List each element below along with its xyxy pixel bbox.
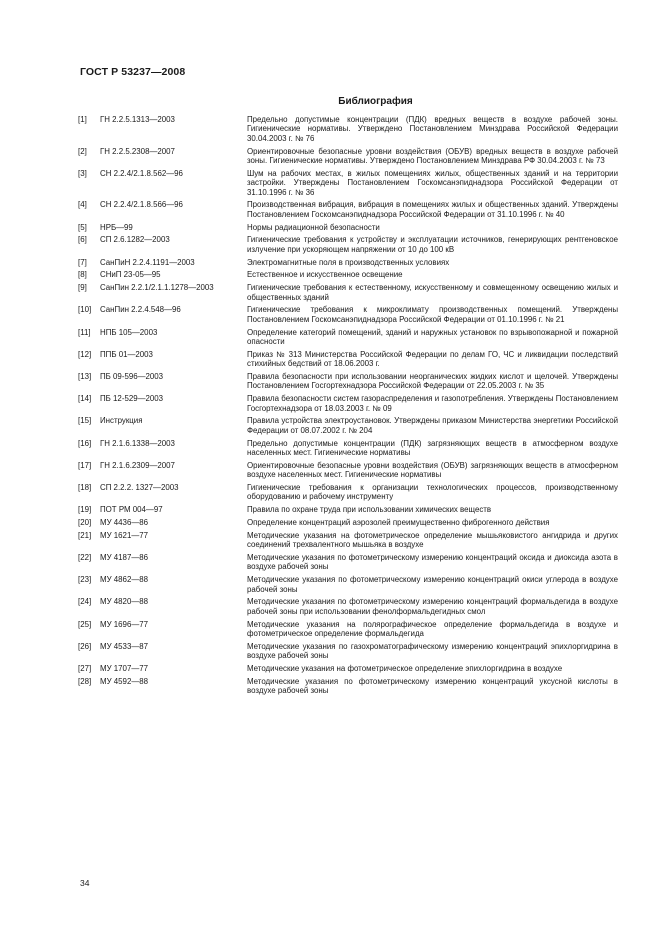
entry-code: ГН 2.2.5.1313—2003 (100, 115, 175, 124)
entry-number: [23] (78, 575, 92, 585)
entry-description: Методические указания по фотометрическому измерению концентраций формальдегида в воздухе рабочей зоны при использовании фенолформальдегидных смол (247, 597, 618, 616)
entry-code: ГН 2.2.5.2308—2007 (100, 146, 175, 156)
entry-number: [4] (78, 200, 87, 210)
bibliography-entry (78, 531, 618, 550)
bibliography-entry (78, 283, 618, 302)
section-title: Библиография (338, 96, 413, 107)
entry-description: Методические указания по фотометрическому измерению концентраций оксида и диоксида азота в воздухе рабочей зоны (247, 553, 618, 572)
bibliography-entry (78, 270, 618, 279)
entry-number: [5] (78, 222, 87, 232)
entry-number: [11] (78, 327, 91, 337)
bibliography-entry (78, 642, 618, 661)
bibliography-entry (78, 147, 618, 166)
bibliography-entry (78, 305, 618, 324)
entry-description: Методические указания на фотометрическое определение эпихлоргидрина в воздухе (247, 664, 563, 674)
entry-code: НРБ—99 (100, 222, 133, 232)
entry-number: [28] (78, 676, 92, 686)
entry-number: [10] (78, 305, 92, 315)
entry-code: МУ 4820—88 (100, 597, 148, 607)
entry-code: МУ 4187—86 (100, 553, 148, 563)
entry-description: Ориентировочные безопасные уровни воздействия (ОБУВ) загрязняющих веществ в атмосферном воздухе населенных мест. Гигиенические нормативы (247, 460, 618, 480)
bibliography-entry (78, 350, 618, 369)
bibliography-entry (78, 235, 618, 254)
bibliography-entry (78, 200, 618, 219)
entry-number: [13] (78, 372, 92, 382)
entry-code: СанПин 2.2.4.548—96 (100, 305, 181, 315)
entry-number: [22] (78, 553, 92, 563)
entry-description: Нормы радиационной безопасности (247, 222, 380, 232)
entry-description: Правила по охране труда при использовании химических веществ (247, 505, 492, 515)
bibliography-entry (78, 115, 618, 143)
entry-code: МУ 4592—88 (100, 676, 148, 686)
entry-number: [6] (78, 235, 87, 245)
entry-description: Определение концентраций аэрозолей преимущественно фиброгенного действия (247, 518, 550, 528)
entry-code: СанПин 2.2.1/2.1.1.1278—2003 (100, 283, 214, 293)
entry-description: Электромагнитные поля в производственных условиях (247, 257, 450, 267)
bibliography-list (78, 115, 618, 699)
entry-code: СП 2.6.1282—2003 (100, 235, 170, 245)
entry-code: МУ 4862—88 (100, 575, 148, 585)
bibliography-entry (78, 372, 618, 391)
bibliography-entry (78, 575, 618, 594)
entry-description: Гигиенические требования к устройству и эксплуатации источников, генерирующих рентгеновское излучение при ускоряющем напряжении от 10 до 100 кВ (247, 235, 618, 254)
entry-code: ПОТ РМ 004—97 (100, 505, 163, 515)
entry-description: Гигиенические требования к естественному, искусственному и совмещенному освещению жилых и общественных зданий (247, 283, 618, 302)
bibliography-entry (78, 439, 618, 458)
entry-description: Шум на рабочих местах, в жилых помещениях жилых, общественных зданий и на территории застройки. Утверждены Постановлением Госкомсанэпиднадзора Российской Федерации от 31.10.1996 г. № 36 (247, 168, 618, 197)
bibliography-entry (78, 483, 618, 502)
entry-description: Методические указания по фотометрическому измерению концентраций уксусной кислоты в воздухе рабочей зоны (247, 676, 618, 696)
entry-code: Инструкция (100, 416, 143, 426)
entry-code: СН 2.2.4/2.1.8.562—96 (100, 168, 183, 178)
bibliography-entry (78, 597, 618, 616)
bibliography-entry (78, 416, 618, 435)
bibliography-entry (78, 169, 618, 197)
entry-code: ГН 2.1.6.1338—2003 (100, 438, 175, 448)
entry-description: Приказ № 313 Министерства Российской Федерации по делам ГО, ЧС и ликвидации последствий стихийных бедствий от 18.06.2003 г. (247, 349, 618, 369)
bibliography-entry (78, 328, 618, 347)
entry-number: [2] (78, 146, 87, 156)
bibliography-entry (78, 505, 618, 514)
bibliography-entry (78, 223, 618, 232)
entry-description: Методические указания на полярографическое определение формальдегида в воздухе и фотометрическое определение формальдегида (247, 619, 618, 639)
entry-description: Определение категорий помещений, зданий и наружных установок по взрывопожарной и пожарной опасности (247, 327, 618, 347)
entry-description: Естественное и искусственное освещение (247, 270, 403, 280)
entry-number: [18] (78, 483, 92, 493)
entry-number: [3] (78, 168, 87, 178)
entry-description: Предельно допустимые концентрации (ПДК) загрязняющих веществ в атмосферном воздухе населенных мест. Гигиенические нормативы (247, 438, 618, 458)
entry-number: [14] (78, 394, 92, 404)
entry-number: [27] (78, 664, 92, 674)
entry-code: МУ 4436—86 (100, 518, 148, 528)
page-number: 34 (80, 878, 90, 888)
entry-code: ГН 2.1.6.2309—2007 (100, 460, 175, 470)
entry-number: [26] (78, 641, 92, 651)
entry-description: Гигиенические требования к организации технологических процессов, производственному оборудованию и рабочему инструменту (247, 483, 618, 502)
entry-number: [1] (78, 115, 87, 124)
entry-description: Предельно допустимые концентрации (ПДК) вредных веществ в воздухе рабочей зоны. Гигиенические нормативы. Утверждено Постановлением Минздрава Российской Федерации 30.04.2003 г. № 76 (247, 115, 618, 143)
entry-number: [25] (78, 619, 92, 629)
entry-code: МУ 4533—87 (100, 641, 148, 651)
entry-description: Правила безопасности при использовании неорганических жидких кислот и щелочей. Утверждены Постановлением Госгортехнадзора Российской Федерации от 22.05.2003 г. № 35 (247, 372, 618, 391)
entry-number: [24] (78, 597, 92, 607)
entry-description: Методические указания по фотометрическому измерению концентраций окиси углерода в воздухе рабочей зоны (247, 575, 618, 594)
entry-code: СанПиН 2.2.4.1191—2003 (100, 257, 195, 267)
bibliography-entry (78, 258, 618, 267)
bibliography-entry (78, 518, 618, 527)
entry-number: [19] (78, 505, 92, 515)
entry-description: Ориентировочные безопасные уровни воздействия (ОБУВ) вредных веществ в воздухе рабочей зоны. Гигиенические нормативы. Утверждено Постановлением Минздрава РФ 30.04.2003 г. № 73 (247, 146, 618, 166)
entry-number: [16] (78, 438, 92, 448)
entry-description: Методические указания на фотометрическое определение мышьяковистого ангидрида и других соединений трехвалентного мышьяка в воздухе (247, 530, 618, 550)
entry-code: НПБ 105—2003 (100, 327, 158, 337)
entry-code: СНиП 23-05—95 (100, 270, 161, 280)
bibliography-entry (78, 664, 618, 673)
entry-number: [17] (78, 460, 92, 470)
entry-description: Правила устройства электроустановок. Утверждены приказом Министерства энергетики Российской Федерации от 08.07.2002 г. № 204 (247, 416, 618, 435)
bibliography-entry (78, 620, 618, 639)
bibliography-entry (78, 553, 618, 572)
entry-description: Правила безопасности систем газораспределения и газопотребления. Утверждены Постановлением Госгортехнадзора от 18.03.2003 г. № 09 (247, 394, 618, 413)
entry-description: Методические указания по газохроматографическому измерению концентраций эпихлоргидрина в воздухе рабочей зоны (247, 641, 618, 661)
entry-code: ПБ 09-596—2003 (100, 372, 164, 382)
entry-number: [7] (78, 257, 87, 267)
entry-description: Производственная вибрация, вибрация в помещениях жилых и общественных зданий. Утверждены Постановлением Госкомсанэпиднадзора Российской Федерации от 31.10.1996 г. № 40 (247, 200, 618, 219)
entry-number: [12] (78, 349, 92, 359)
entry-code: ПБ 12-529—2003 (100, 394, 164, 404)
document-header: ГОСТ Р 53237—2008 (80, 66, 186, 78)
bibliography-entry (78, 461, 618, 480)
entry-number: [9] (78, 283, 87, 293)
entry-code: МУ 1696—77 (100, 619, 148, 629)
bibliography-entry (78, 677, 618, 696)
entry-number: [20] (78, 518, 92, 528)
entry-number: [8] (78, 270, 87, 280)
entry-code: СП 2.2.2. 1327—2003 (100, 483, 179, 493)
entry-code: ППБ 01—2003 (100, 349, 153, 359)
entry-code: МУ 1621—77 (100, 530, 148, 540)
entry-code: МУ 1707—77 (100, 664, 148, 674)
bibliography-entry (78, 394, 618, 413)
entry-description: Гигиенические требования к микроклимату производственных помещений. Утверждены Постановлением Госкомсанэпиднадзора Российской Федерации от 01.10.1996 г. № 21 (247, 305, 618, 324)
entry-number: [15] (78, 416, 92, 426)
entry-code: СН 2.2.4/2.1.8.566—96 (100, 200, 183, 210)
entry-number: [21] (78, 530, 92, 540)
